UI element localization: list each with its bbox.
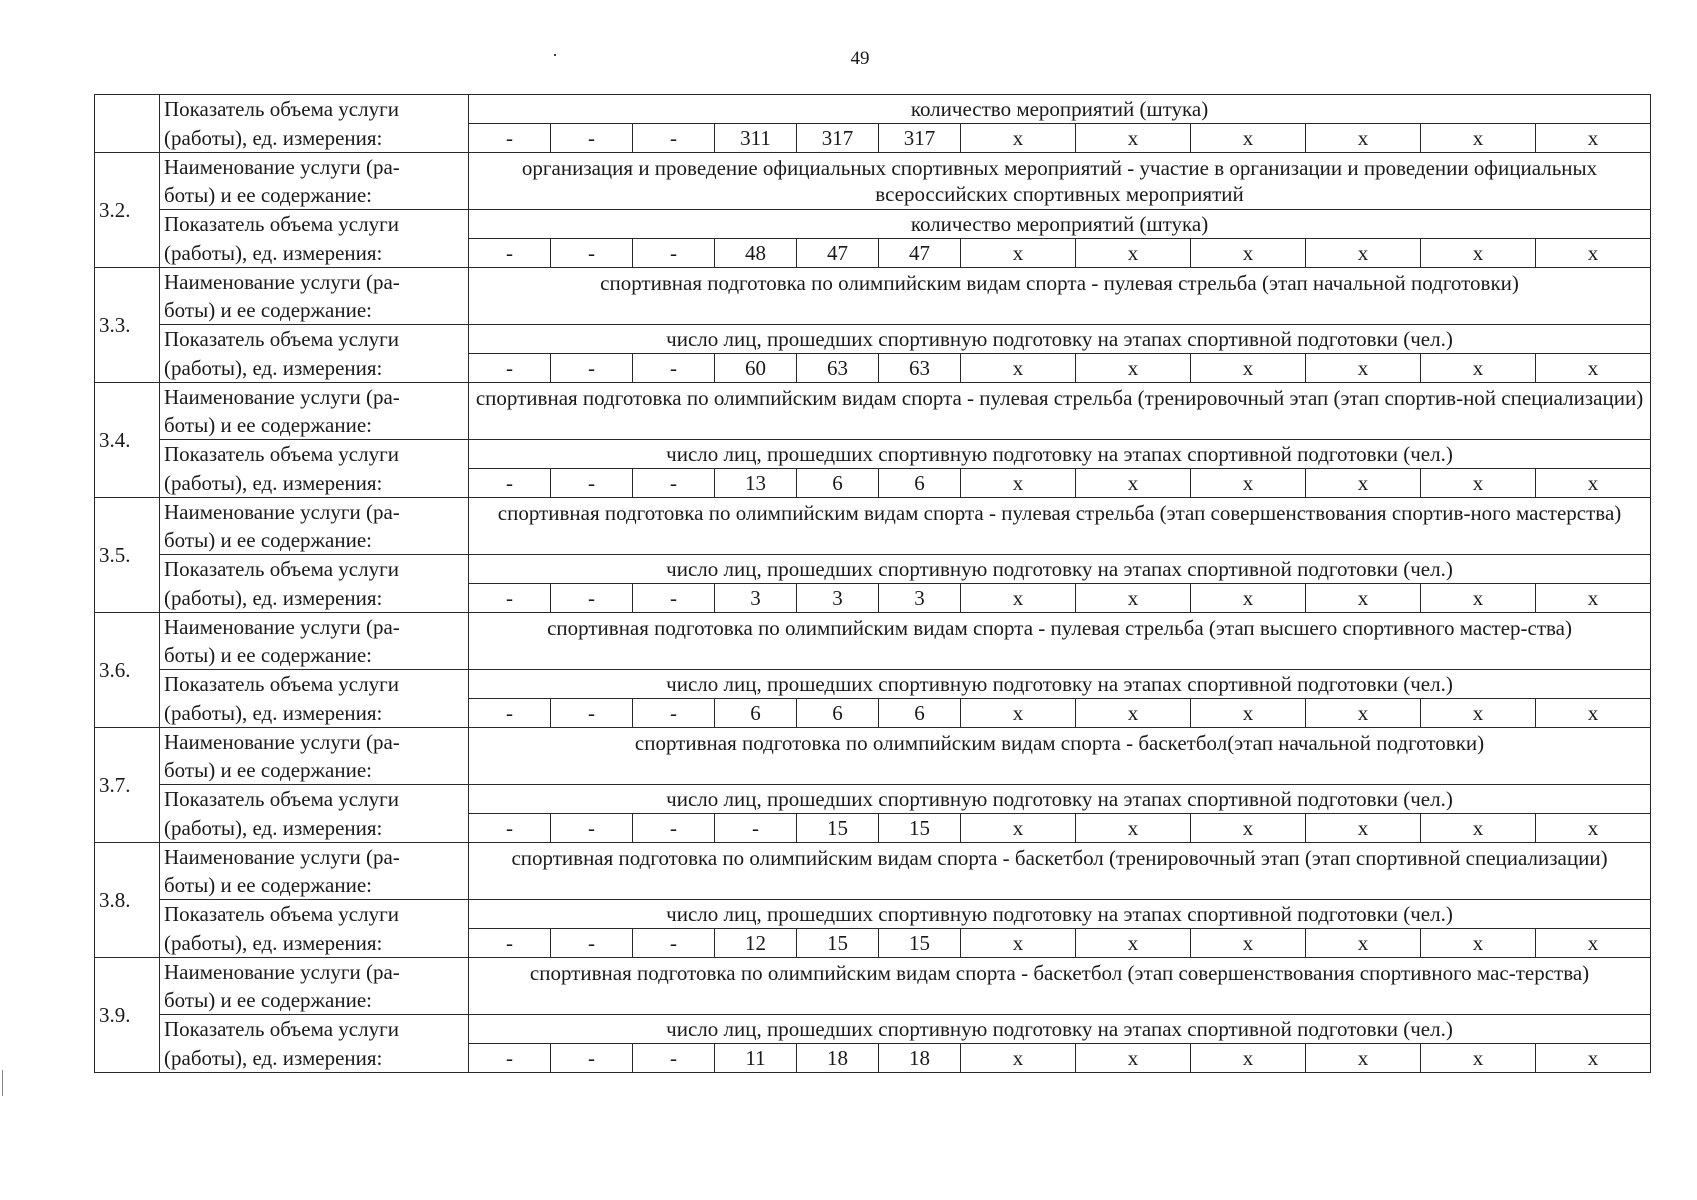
- service-name: организация и проведение официальных спортивных мероприятий - участие в организации и проведении официальных всероссийских спортивных мероприятий: [469, 153, 1651, 210]
- value-cell: -: [551, 584, 633, 613]
- value-cell: x: [1306, 124, 1421, 153]
- value-cell: x: [1421, 354, 1536, 383]
- name-label-line1: Наименование услуги (ра-: [160, 843, 469, 872]
- value-cell: x: [1306, 469, 1421, 498]
- value-cell: -: [551, 929, 633, 958]
- value-cell: x: [1191, 814, 1306, 843]
- section-number: 3.8.: [95, 843, 160, 958]
- value-cell: 6: [879, 469, 961, 498]
- name-label-line1: Наименование услуги (ра-: [160, 153, 469, 182]
- value-cell: 63: [879, 354, 961, 383]
- value-cell: x: [1076, 354, 1191, 383]
- value-cell: 60: [715, 354, 797, 383]
- value-cell: x: [1191, 929, 1306, 958]
- section-number: 3.9.: [95, 958, 160, 1073]
- table-row: [95, 958, 1651, 987]
- value-cell: -: [551, 469, 633, 498]
- section-number: 3.4.: [95, 383, 160, 498]
- value-cell: 3: [797, 584, 879, 613]
- value-cell: -: [551, 814, 633, 843]
- table-row: [95, 843, 1651, 872]
- value-cell: x: [961, 929, 1076, 958]
- indicator-label-line1: Показатель объема услуги: [160, 210, 469, 239]
- value-cell: -: [633, 469, 715, 498]
- value-cell: x: [1076, 814, 1191, 843]
- section-number: 3.7.: [95, 728, 160, 843]
- value-cell: 11: [715, 1044, 797, 1073]
- name-label-line1: Наименование услуги (ра-: [160, 268, 469, 297]
- value-cell: 47: [879, 239, 961, 268]
- table-row: [95, 325, 1651, 354]
- name-label-line1: Наименование услуги (ра-: [160, 728, 469, 757]
- table-row: [95, 440, 1651, 469]
- value-cell: -: [715, 814, 797, 843]
- value-cell: -: [469, 814, 551, 843]
- value-cell: x: [1191, 469, 1306, 498]
- table-row: [95, 498, 1651, 527]
- indicator-text: количество мероприятий (штука): [469, 95, 1651, 124]
- value-cell: -: [469, 354, 551, 383]
- table-row: [95, 728, 1651, 757]
- section-number: 3.6.: [95, 613, 160, 728]
- table-row: [95, 153, 1651, 182]
- indicator-text: число лиц, прошедших спортивную подготовку на этапах спортивной подготовки (чел.): [469, 555, 1651, 584]
- value-cell: -: [633, 584, 715, 613]
- value-cell: -: [469, 469, 551, 498]
- value-cell: x: [1306, 584, 1421, 613]
- table-row: [95, 469, 1651, 498]
- margin-scan-mark: [2, 1070, 11, 1096]
- indicator-text: число лиц, прошедших спортивную подготовку на этапах спортивной подготовки (чел.): [469, 325, 1651, 354]
- value-cell: 3: [879, 584, 961, 613]
- value-cell: x: [961, 354, 1076, 383]
- value-cell: x: [1536, 699, 1651, 728]
- value-cell: 317: [797, 124, 879, 153]
- value-cell: x: [1536, 124, 1651, 153]
- table-row: [95, 785, 1651, 814]
- table-row: [95, 900, 1651, 929]
- value-cell: x: [961, 699, 1076, 728]
- value-cell: 15: [797, 814, 879, 843]
- value-cell: x: [961, 239, 1076, 268]
- name-label-line2: боты) и ее содержание:: [160, 181, 469, 210]
- section-number: [95, 95, 160, 153]
- table-row: [95, 1015, 1651, 1044]
- service-name: спортивная подготовка по олимпийским видам спорта - пулевая стрельба (этап начальной подготовки): [469, 268, 1651, 325]
- section-number: 3.3.: [95, 268, 160, 383]
- indicator-label-line2: (работы), ед. измерения:: [160, 929, 469, 958]
- value-cell: 12: [715, 929, 797, 958]
- value-cell: x: [1076, 469, 1191, 498]
- service-name: спортивная подготовка по олимпийским видам спорта - пулевая стрельба (тренировочный этап (этап спортив-ной специализации): [469, 383, 1651, 440]
- value-cell: -: [633, 354, 715, 383]
- indicator-text: число лиц, прошедших спортивную подготовку на этапах спортивной подготовки (чел.): [469, 670, 1651, 699]
- value-cell: -: [551, 1044, 633, 1073]
- name-label-line1: Наименование услуги (ра-: [160, 383, 469, 412]
- indicator-label-line1: Показатель объема услуги: [160, 900, 469, 929]
- value-cell: 15: [797, 929, 879, 958]
- value-cell: -: [633, 929, 715, 958]
- value-cell: -: [551, 699, 633, 728]
- name-label-line2: боты) и ее содержание:: [160, 411, 469, 440]
- service-name: спортивная подготовка по олимпийским видам спорта - пулевая стрельба (этап совершенствования спортив-ного мастерства): [469, 498, 1651, 555]
- indicator-label-line1: Показатель объема услуги: [160, 95, 469, 124]
- value-cell: 13: [715, 469, 797, 498]
- value-cell: x: [961, 124, 1076, 153]
- value-cell: 3: [715, 584, 797, 613]
- value-cell: x: [1306, 354, 1421, 383]
- value-cell: x: [1076, 124, 1191, 153]
- table-row: [95, 699, 1651, 728]
- service-name: спортивная подготовка по олимпийским видам спорта - пулевая стрельба (этап высшего спортивного мастер-ства): [469, 613, 1651, 670]
- value-cell: x: [1421, 124, 1536, 153]
- table-row: [95, 670, 1651, 699]
- value-cell: -: [469, 1044, 551, 1073]
- value-cell: -: [633, 239, 715, 268]
- value-cell: 311: [715, 124, 797, 153]
- value-cell: x: [1191, 354, 1306, 383]
- table-row: [95, 584, 1651, 613]
- value-cell: 48: [715, 239, 797, 268]
- value-cell: 6: [715, 699, 797, 728]
- indicator-label-line1: Показатель объема услуги: [160, 670, 469, 699]
- value-cell: x: [1536, 1044, 1651, 1073]
- service-name: спортивная подготовка по олимпийским видам спорта - баскетбол (тренировочный этап (этап спортивной специализации): [469, 843, 1651, 900]
- value-cell: x: [1421, 469, 1536, 498]
- value-cell: x: [1421, 929, 1536, 958]
- value-cell: x: [1306, 239, 1421, 268]
- name-label-line2: боты) и ее содержание:: [160, 526, 469, 555]
- value-cell: x: [1306, 929, 1421, 958]
- value-cell: x: [1076, 929, 1191, 958]
- table-row: [95, 95, 1651, 124]
- table-row: [95, 929, 1651, 958]
- value-cell: x: [961, 584, 1076, 613]
- table-row: [95, 239, 1651, 268]
- value-cell: 15: [879, 929, 961, 958]
- value-cell: x: [1536, 239, 1651, 268]
- value-cell: x: [1421, 584, 1536, 613]
- table-row: [95, 613, 1651, 642]
- name-label-line1: Наименование услуги (ра-: [160, 958, 469, 987]
- value-cell: -: [633, 814, 715, 843]
- value-cell: x: [1076, 239, 1191, 268]
- value-cell: 6: [797, 469, 879, 498]
- service-name: спортивная подготовка по олимпийским видам спорта - баскетбол (этап совершенствования спортивного мас-терства): [469, 958, 1651, 1015]
- table-row: [95, 268, 1651, 297]
- value-cell: x: [1421, 699, 1536, 728]
- table-row: [95, 814, 1651, 843]
- indicator-label-line2: (работы), ед. измерения:: [160, 239, 469, 268]
- name-label-line2: боты) и ее содержание:: [160, 756, 469, 785]
- value-cell: 317: [879, 124, 961, 153]
- value-cell: -: [469, 929, 551, 958]
- value-cell: -: [551, 124, 633, 153]
- indicator-label-line1: Показатель объема услуги: [160, 785, 469, 814]
- value-cell: x: [1536, 584, 1651, 613]
- value-cell: x: [1421, 814, 1536, 843]
- indicator-label-line1: Показатель объема услуги: [160, 325, 469, 354]
- value-cell: 18: [797, 1044, 879, 1073]
- indicator-label-line2: (работы), ед. измерения:: [160, 1044, 469, 1073]
- value-cell: x: [1191, 699, 1306, 728]
- value-cell: x: [1306, 699, 1421, 728]
- value-cell: 15: [879, 814, 961, 843]
- stray-dot-mark: ·: [552, 45, 558, 65]
- value-cell: 6: [797, 699, 879, 728]
- indicator-text: число лиц, прошедших спортивную подготовку на этапах спортивной подготовки (чел.): [469, 440, 1651, 469]
- services-table-wrapper: [94, 94, 1651, 1073]
- value-cell: x: [961, 469, 1076, 498]
- value-cell: x: [1536, 469, 1651, 498]
- section-number: 3.5.: [95, 498, 160, 613]
- indicator-label-line2: (работы), ед. измерения:: [160, 469, 469, 498]
- value-cell: x: [1536, 354, 1651, 383]
- table-row: [95, 383, 1651, 412]
- indicator-label-line1: Показатель объема услуги: [160, 440, 469, 469]
- service-name: спортивная подготовка по олимпийским видам спорта - баскетбол(этап начальной подготовки): [469, 728, 1651, 785]
- value-cell: -: [469, 239, 551, 268]
- services-table: [94, 94, 1651, 1073]
- indicator-label-line2: (работы), ед. измерения:: [160, 584, 469, 613]
- value-cell: x: [1191, 584, 1306, 613]
- table-row: [95, 1044, 1651, 1073]
- services-table-body: [95, 95, 1651, 1073]
- name-label-line1: Наименование услуги (ра-: [160, 498, 469, 527]
- value-cell: 47: [797, 239, 879, 268]
- indicator-label-line2: (работы), ед. измерения:: [160, 699, 469, 728]
- indicator-label-line1: Показатель объема услуги: [160, 555, 469, 584]
- value-cell: x: [1076, 584, 1191, 613]
- value-cell: x: [1076, 1044, 1191, 1073]
- indicator-text: число лиц, прошедших спортивную подготовку на этапах спортивной подготовки (чел.): [469, 785, 1651, 814]
- value-cell: -: [469, 584, 551, 613]
- value-cell: x: [1076, 699, 1191, 728]
- value-cell: -: [551, 239, 633, 268]
- indicator-label-line2: (работы), ед. измерения:: [160, 354, 469, 383]
- value-cell: x: [1421, 1044, 1536, 1073]
- value-cell: -: [469, 699, 551, 728]
- name-label-line2: боты) и ее содержание:: [160, 871, 469, 900]
- name-label-line2: боты) и ее содержание:: [160, 986, 469, 1015]
- table-row: [95, 124, 1651, 153]
- section-number: 3.2.: [95, 153, 160, 268]
- indicator-label-line2: (работы), ед. измерения:: [160, 814, 469, 843]
- value-cell: x: [1191, 124, 1306, 153]
- table-row: [95, 210, 1651, 239]
- value-cell: x: [1191, 1044, 1306, 1073]
- value-cell: -: [633, 1044, 715, 1073]
- value-cell: x: [1536, 814, 1651, 843]
- value-cell: x: [1536, 929, 1651, 958]
- table-row: [95, 354, 1651, 383]
- value-cell: x: [1306, 814, 1421, 843]
- value-cell: 6: [879, 699, 961, 728]
- value-cell: x: [1421, 239, 1536, 268]
- indicator-label-line1: Показатель объема услуги: [160, 1015, 469, 1044]
- indicator-text: число лиц, прошедших спортивную подготовку на этапах спортивной подготовки (чел.): [469, 900, 1651, 929]
- value-cell: 63: [797, 354, 879, 383]
- value-cell: -: [551, 354, 633, 383]
- value-cell: x: [1306, 1044, 1421, 1073]
- indicator-label-line2: (работы), ед. измерения:: [160, 124, 469, 153]
- value-cell: 18: [879, 1044, 961, 1073]
- indicator-text: количество мероприятий (штука): [469, 210, 1651, 239]
- indicator-text: число лиц, прошедших спортивную подготовку на этапах спортивной подготовки (чел.): [469, 1015, 1651, 1044]
- value-cell: x: [961, 814, 1076, 843]
- value-cell: x: [961, 1044, 1076, 1073]
- value-cell: -: [469, 124, 551, 153]
- value-cell: x: [1191, 239, 1306, 268]
- value-cell: -: [633, 124, 715, 153]
- page-number: 49: [850, 48, 870, 69]
- value-cell: -: [633, 699, 715, 728]
- name-label-line1: Наименование услуги (ра-: [160, 613, 469, 642]
- name-label-line2: боты) и ее содержание:: [160, 641, 469, 670]
- name-label-line2: боты) и ее содержание:: [160, 296, 469, 325]
- table-row: [95, 555, 1651, 584]
